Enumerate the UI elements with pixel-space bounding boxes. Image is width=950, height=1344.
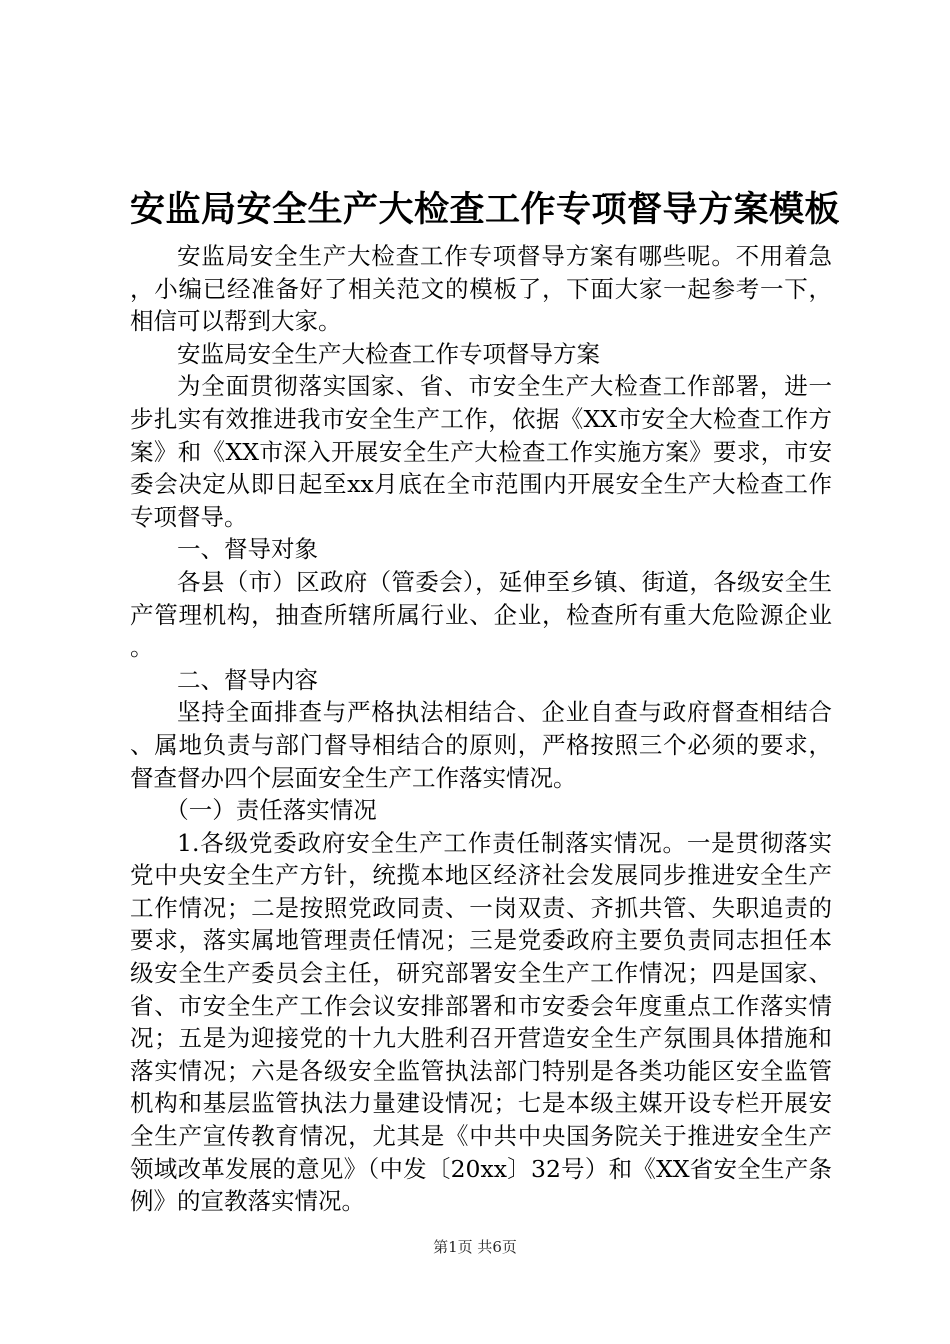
supervision-content-paragraph: 坚持全面排查与严格执法相结合、企业自查与政府督查相结合、属地负责与部门督导相结合的原则，严格按照三个必须的要求，督查督办四个层面安全生产工作落实情况。 [130,698,832,792]
page-indicator: 第1页 共6页 [433,1238,517,1256]
intro-paragraph: 安监局安全生产大检查工作专项督导方案有哪些呢。不用着急，小编已经准备好了相关范文的模板了，下面大家一起参考一下，相信可以帮到大家。 [130,242,832,336]
document-title: 安监局安全生产大检查工作专项督导方案模板 [130,190,841,230]
heading-supervision-content: 二、督导内容 [177,665,318,694]
section-title: 安监局安全生产大检查工作专项督导方案 [177,339,600,368]
responsibility-item-1: 1.各级党委政府安全生产工作责任制落实情况。一是贯彻落实党中央安全生产方针，统揽本地区经济社会发展同步推进安全生产工作情况；二是按照党政同责、一岗双责、齐抓共管、失职追责的要求，落实属地管理责任情况；三是党委政府主要负责同志担任本级安全生产委员会主任，研究部署安全生产工作情况；四是国家、省、市安全生产工作会议安排部署和市安委会年度重点工作落实情况；五是为迎接党的十九大胜利召开营造安全生产氛围具体措施和落实情况；六是各级安全监管执法部门特别是各类功能区安全监管机构和基层监管执法力量建设情况；七是本级主媒开设专栏开展安全生产宣传教育情况，尤其是《中共中央国务院关于推进安全生产领域改革发展的意见》（中发〔20xx〕32号）和《XX省安全生产条例》的宣教落实情况。 [130,828,832,1216]
supervision-targets-paragraph: 各县（市）区政府（管委会），延伸至乡镇、街道，各级安全生产管理机构，抽查所辖所属行业、企业，检查所有重大危险源企业。 [130,567,832,662]
subheading-responsibility: （一）责任落实情况 [165,796,377,825]
preamble-paragraph: 为全面贯彻落实国家、省、市安全生产大检查工作部署，进一步扎实有效推进我市安全生产工作，依据《XX市安全大检查工作方案》和《XX市深入开展安全生产大检查工作实施方案》要求，市安委会决定从即日起至xx月底在全市范围内开展安全生产大检查工作专项督导。 [130,372,832,531]
heading-supervision-targets: 一、督导对象 [177,535,318,564]
document-body [130,240,832,1218]
